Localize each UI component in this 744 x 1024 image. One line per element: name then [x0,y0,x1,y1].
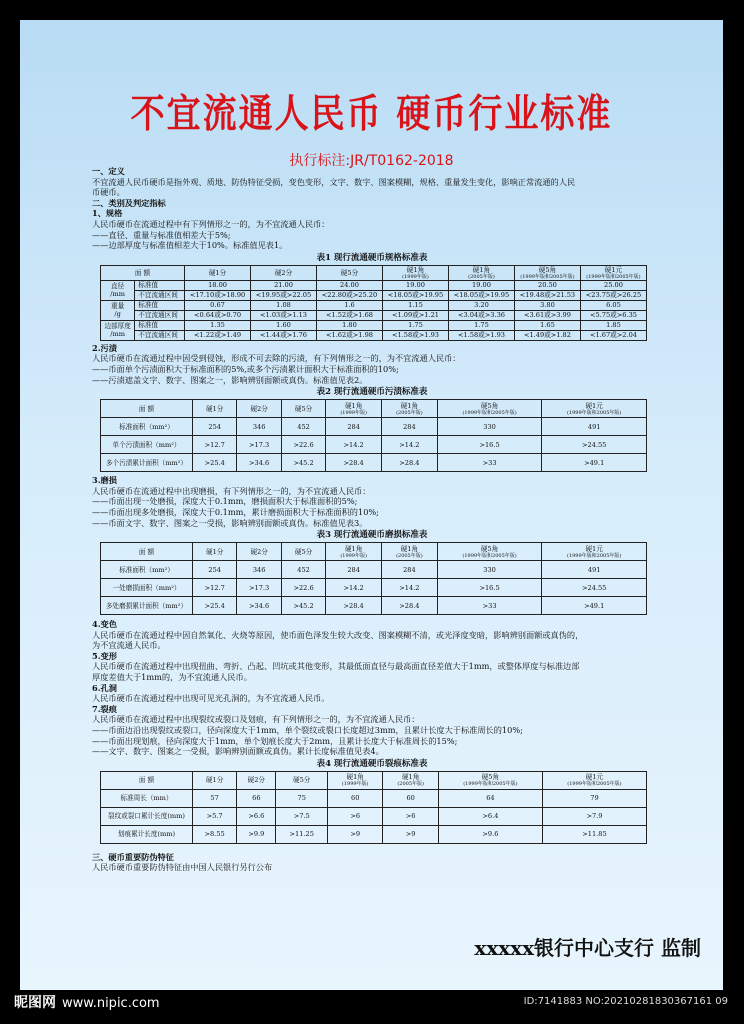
table-cell: >17.3 [237,436,281,454]
header-cell: 硬1分 [193,771,237,789]
header-cell: 硬1角 (2005年版) [383,771,438,789]
table-cell: >6 [383,807,438,825]
table-row [101,418,647,436]
table-cell: 64 [438,789,542,807]
table-cell: <5.75或>6.35 [580,310,646,320]
table-cell: <18.05或>19.95 [382,290,448,300]
row-label: 标准值 [135,300,185,310]
paragraph-line: ——币面出现多处磨损，深度大于0.1mm，累计磨损面积大于标准面积的10%; [92,506,379,517]
header-cell: 硬5分 [281,400,325,418]
row-label: 单个污渍面积（mm²） [101,436,193,454]
table-row [101,454,647,472]
table-row [101,290,647,300]
header-cell: 面 额 [101,771,193,789]
table-cell: >28.4 [326,454,382,472]
table-cell: >17.3 [237,579,281,597]
table-cell: 254 [193,561,237,579]
table2-caption: 表2 现行流通硬币污渍标准表 [316,387,428,398]
paragraph-line: ——币面边沿出现裂纹或裂口，径向深度大于1mm，单个裂纹或裂口长度超过3mm，且累计长度大于标准周长的10%; [92,725,523,736]
paragraph-line: ——币面单个污渍面积大于标准面积的5%,或多个污渍累计面积大于标准面积的10%; [92,363,399,374]
header-cell: 硬5分 [276,771,328,789]
row-label: 不宜流通区间 [135,310,185,320]
table-row [101,300,647,310]
paragraph-line: 人民币硬币在流通过程中出现裂纹或裂口及划痕，有下列情形之一的，为不宜流通人民币： [92,714,420,725]
table-cell: 1.80 [317,320,383,330]
paragraph-line: ——污渍遮盖文字、数字、图案之一，影响辨别面额或真伪。标准值见表2。 [92,374,368,385]
table-cell: >25.4 [193,454,237,472]
paragraph-line: 人民币硬币在流通过程中因受到侵蚀，形成不可去除的污渍，有下列情形之一的，为不宜流通人民币： [92,353,461,364]
table-row [101,320,647,330]
header-cell: 硬5角 (1999年版和2005年版) [437,400,542,418]
table-row [101,310,647,320]
table-cell: >45.2 [281,454,325,472]
table-cell: 1.65 [514,320,580,330]
paragraph-line: ——文字、数字、图案之一受损，影响辨别面额或真伪。累计长度标准值见表4。 [92,746,384,757]
header-cell: 硬1角 (1999年版) [326,400,382,418]
paragraph-line: ——币面文字、数字、图案之一受损，影响辨别面额或真伪。标准值见表3。 [92,517,368,528]
header-cell: 硬2分 [237,771,276,789]
table-cell: >49.1 [542,597,647,615]
table-cell: >11.25 [276,825,328,843]
table-cell: 19.00 [448,280,514,290]
table-cell: >16.5 [437,436,542,454]
table-cell: <17.10或>18.90 [185,290,251,300]
table-cell: <22.80或>25.20 [317,290,383,300]
table-cell: >6.4 [438,807,542,825]
row-label: 标准面积（mm²） [101,561,193,579]
paragraph-line: 人民币硬币重要防伪特征由中国人民银行另行公布 [92,862,273,873]
section-heading: 2.污渍 [92,342,117,353]
table-cell: <1.67或>2.04 [580,330,646,340]
table-header-row [101,771,647,789]
table-cell: <1.62或>1.98 [317,330,383,340]
table-cell: 0.67 [185,300,251,310]
section-3 [92,475,652,528]
table-cell: 491 [542,418,647,436]
table-cell: 21.00 [251,280,317,290]
table-cell: 3.20 [448,300,514,310]
table-cell: 491 [542,561,647,579]
section-2 [92,343,652,385]
table1-spec [100,265,647,341]
table-cell: >33 [437,454,542,472]
table-cell: 19.00 [382,280,448,290]
paragraph-line: 人民币硬币在流通过程中出现可见光孔洞的，为不宜流通人民币。 [92,693,330,704]
table-cell: <1.03或>1.13 [251,310,317,320]
section-heading: 6.孔洞 [92,682,117,693]
table-cell: 66 [237,789,276,807]
header-cell: 面 额 [101,265,185,280]
table-cell: 3.80 [514,300,580,310]
table-cell: <1.49或>1.82 [514,330,580,340]
table-cell: 284 [326,561,382,579]
table-cell: >28.4 [382,454,438,472]
table-cell: 24.00 [317,280,383,290]
table-cell: <1.22或>1.49 [185,330,251,340]
table3-caption: 表3 现行流通硬币磨损标准表 [316,530,428,541]
supervisor-signature: xxxxx银行中心支行 监制 [474,936,701,960]
content [92,166,652,873]
table-row [101,825,647,843]
table-cell: 330 [437,418,542,436]
watermark-logo [14,992,160,1012]
table-row [101,436,647,454]
table-cell: 452 [281,561,325,579]
section-heading: 三、硬币重要防伪特征 [92,851,174,862]
table-cell: 6.05 [580,300,646,310]
header-cell: 硬5角 (1999年版和2005年版) [514,265,580,280]
row-label: 裂纹或裂口累计长度(mm) [101,807,193,825]
table-cell: >14.2 [326,579,382,597]
table-header-row [101,400,647,418]
table-cell: 1.35 [185,320,251,330]
row-label: 标准值 [135,320,185,330]
paragraph-line: ——直径、重量与标准值相差大于5%; [92,229,231,240]
table-cell: <1.58或>1.93 [448,330,514,340]
table-cell: >5.7 [193,807,237,825]
header-cell: 硬1角 (2005年版) [382,543,438,561]
table-cell: 284 [382,561,438,579]
table-cell: <3.61或>3.99 [514,310,580,320]
table-cell: >6 [327,807,382,825]
table-cell: 75 [276,789,328,807]
row-label: 划痕累计长度(mm) [101,825,193,843]
paragraph-line: 为不宜流通人民币。 [92,640,166,651]
paragraph-line: 人民币硬币在流通过程中因自然氧化、火烧等原因，使币面色泽发生较大改变、图案模糊不清，或光泽度变暗，影响辨别面额或真伪的， [92,629,584,640]
section-heading: 3.磨损 [92,475,117,486]
table-cell: 1.60 [251,320,317,330]
table-cell: 1.15 [382,300,448,310]
table-cell: 79 [542,789,646,807]
table-cell: >6.6 [237,807,276,825]
row-group-label: 直径 /mm [101,280,135,300]
section-heading: 4.变色 [92,619,117,630]
paragraph-line: 不宜流通人民币硬币是指外观、质地、防伪特征受损，变色变形，文字、数字、图案模糊，规格、重量发生变化，影响正常流通的人民 [92,176,576,187]
row-label: 不宜流通区间 [135,290,185,300]
table-cell: 60 [327,789,382,807]
table-row [101,807,647,825]
table-cell: <23.75或>26.25 [580,290,646,300]
table-cell: <19.95或>22.05 [251,290,317,300]
table-cell: >11.85 [542,825,646,843]
paragraph-line: 人民币硬币在流通过程中有下列情形之一的，为不宜流通人民币： [92,218,330,229]
header-cell: 硬5角 (1999年版和2005年版) [438,771,542,789]
table-cell: 57 [193,789,237,807]
watermark-id: ID:7141883 NO:20210281830367161 09 [523,996,728,1007]
table-cell: 254 [193,418,237,436]
table-cell: <19.48或>21.53 [514,290,580,300]
section-heading: 二、类别及判定指标 [92,197,166,208]
table-cell: 20.50 [514,280,580,290]
table-cell: >34.6 [237,454,281,472]
table-cell: >28.4 [382,597,438,615]
table-cell: >24.55 [542,579,647,597]
table-cell: >9 [383,825,438,843]
header-cell: 硬1角 (1999年版) [327,771,382,789]
table-cell: 1.85 [580,320,646,330]
table-cell: 452 [281,418,325,436]
table-cell: >25.4 [193,597,237,615]
table-cell: 284 [382,418,438,436]
table-cell: <1.44或>1.76 [251,330,317,340]
table-row [101,579,647,597]
row-label: 标准值 [135,280,185,290]
section-heading: 7.裂痕 [92,703,117,714]
header-cell: 面 额 [101,543,193,561]
table-cell: 1.75 [448,320,514,330]
table1-caption: 表1 现行流通硬币规格标准表 [316,252,428,263]
row-group-label: 重量 /g [101,300,135,320]
paragraph-line: 人民币硬币在流通过程中出现扭曲、弯折、凸起、凹坑或其他变形，其最低面直径与最高面直径差值大于1mm，或整体厚度与标准边部 [92,661,580,672]
table-cell: 284 [326,418,382,436]
table-cell: >22.6 [281,579,325,597]
header-cell: 硬2分 [237,543,281,561]
row-label: 多个污渍累计面积（mm²） [101,454,193,472]
row-label: 标准面积（mm²） [101,418,193,436]
table-row [101,330,647,340]
table-cell: >14.2 [382,579,438,597]
header-cell: 硬1分 [193,543,237,561]
table-row [101,280,647,290]
paragraph-line: ——币面出现一处磨损，深度大于0.1mm，磨损面积大于标准面积的5%; [92,496,358,507]
table-cell: <1.58或>1.93 [382,330,448,340]
table-cell: >12.7 [193,579,237,597]
table-header-row [101,543,647,561]
header-cell: 硬1元 (1999年版和2005年版) [580,265,646,280]
paragraph-line: 厚度差值大于1mm的，为不宜流通人民币。 [92,672,252,683]
table4-caption: 表4 现行流通硬币裂痕标准表 [316,758,428,769]
header-cell: 硬1角 (2005年版) [448,265,514,280]
row-label: 不宜流通区间 [135,330,185,340]
table-cell: 1.6 [317,300,383,310]
table-cell: <1.52或>1.68 [317,310,383,320]
table-cell: >14.2 [326,436,382,454]
standard-number: 执行标注:JR/T0162-2018 [289,153,454,169]
paragraph-line: 币硬币。 [92,187,125,198]
table-cell: 346 [237,418,281,436]
header-cell: 硬1角 (2005年版) [382,400,438,418]
table2-stain [100,399,647,472]
table-cell: <0.64或>0.70 [185,310,251,320]
paragraph-line: ——币面出现划痕，径向深度大于1mm，单个划痕长度大于2mm，且累计长度大于标准周长的15%; [92,735,458,746]
header-cell: 硬5分 [317,265,383,280]
table-cell: 25.00 [580,280,646,290]
table-cell: >7.9 [542,807,646,825]
section-heading: 5.变形 [92,650,117,661]
table-cell: >24.55 [542,436,647,454]
table-cell: >28.4 [326,597,382,615]
table-header-row [101,265,647,280]
table-cell: 330 [437,561,542,579]
table-cell: >45.2 [281,597,325,615]
table4-crack [100,771,647,844]
table3-wear [100,542,647,615]
table-cell: >22.6 [281,436,325,454]
paragraph-line: 人民币硬币在流通过程中出现磨损，有下列情形之一的，为不宜流通人民币： [92,485,371,496]
table-cell: >33 [437,597,542,615]
table-cell: >9 [327,825,382,843]
table-row [101,789,647,807]
header-cell: 硬2分 [251,265,317,280]
section-heading: 一、定义 [92,166,125,176]
table-cell: >9.9 [237,825,276,843]
row-label: 一处磨损面积（mm²） [101,579,193,597]
table-cell: <18.05或>19.95 [448,290,514,300]
table-cell: >16.5 [437,579,542,597]
row-label: 标准周长（mm） [101,789,193,807]
row-group-label: 边部厚度 /mm [101,320,135,340]
header-cell: 硬1元 (1999年版和2005年版) [542,400,647,418]
table-row [101,561,647,579]
table-cell: >49.1 [542,454,647,472]
page-title: 不宜流通人民币 硬币行业标准 [130,91,613,138]
table-cell: >34.6 [237,597,281,615]
table-cell: 18.00 [185,280,251,290]
header-cell: 硬1分 [193,400,237,418]
table-cell: 1.75 [382,320,448,330]
table-cell: >9.6 [438,825,542,843]
intro-section [92,166,652,251]
header-cell: 硬5角 (1999年版和2005年版) [437,543,542,561]
table-cell: 346 [237,561,281,579]
header-cell: 硬1角 (1999年版) [326,543,382,561]
header-cell: 硬5分 [281,543,325,561]
table-cell: 1.08 [251,300,317,310]
header-cell: 硬1元 (1999年版和2005年版) [542,771,646,789]
table-cell: 60 [383,789,438,807]
table-cell: >8.55 [193,825,237,843]
header-cell: 面 额 [101,400,193,418]
table-row [101,597,647,615]
section-4-7 [92,619,652,757]
section-anti-counterfeit [92,852,652,873]
paragraph-line: ——边部厚度与标准值相差大于10%。标准值见表1。 [92,240,288,251]
header-cell: 硬1角 (1999年版) [382,265,448,280]
header-cell: 硬1分 [185,265,251,280]
watermark-url: www.nipic.com [62,996,160,1011]
header-cell: 硬1元 (1999年版和2005年版) [542,543,647,561]
table-cell: <1.09或>1.21 [382,310,448,320]
header-cell: 硬2分 [237,400,281,418]
table-cell: <3.04或>3.36 [448,310,514,320]
table-cell: >7.5 [276,807,328,825]
poster [20,20,723,990]
watermark-site-name: 昵图网 [14,995,56,1011]
table-cell: >12.7 [193,436,237,454]
row-label: 多处磨损累计面积（mm²） [101,597,193,615]
table-cell: >14.2 [382,436,438,454]
section-heading: 1、规格 [92,208,123,219]
